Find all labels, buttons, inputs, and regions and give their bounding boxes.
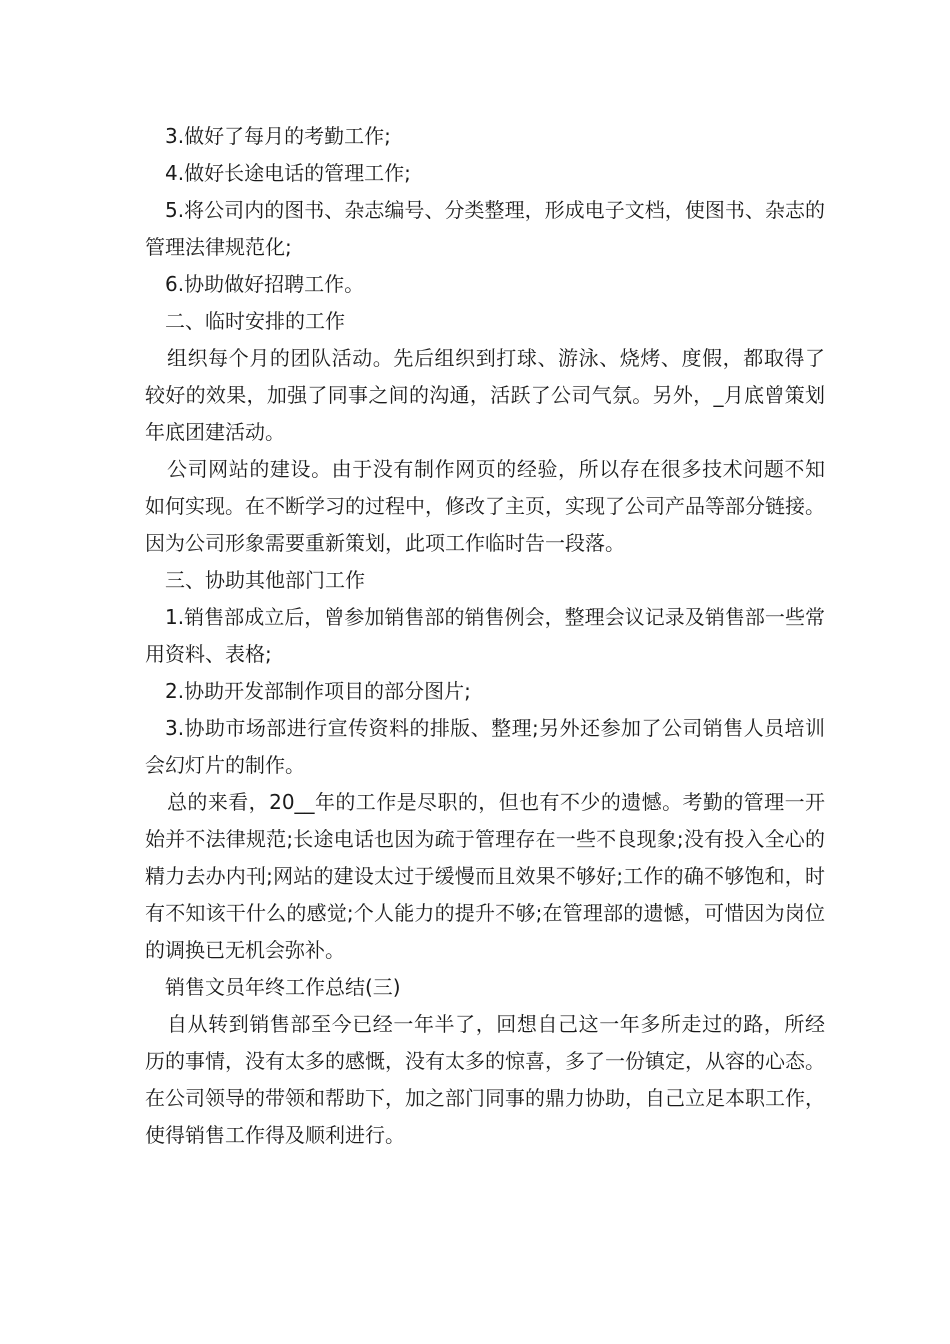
document-body xyxy=(145,118,825,1154)
paragraph-website: 公司网站的建设。由于没有制作网页的经验，所以存在很多技术问题不知如何实现。在不断学习的过程中，修改了主页，实现了公司产品等部分链接。因为公司形象需要重新策划，此项工作临时告一段落。 xyxy=(145,457,825,555)
paragraph-item-5: 5.将公司内的图书、杂志编号、分类整理，形成电子文档，使图书、杂志的管理法律规范化; xyxy=(145,198,825,259)
section-title-summary-3: 销售文员年终工作总结(三) xyxy=(165,975,401,999)
paragraph-item-3: 3.做好了每月的考勤工作; xyxy=(165,124,391,148)
paragraph-assist-1: 1.销售部成立后，曾参加销售部的销售例会，整理会议记录及销售部一些常用资料、表格; xyxy=(145,605,825,666)
paragraph-item-6: 6.协助做好招聘工作。 xyxy=(165,272,365,296)
paragraph-item-4: 4.做好长途电话的管理工作; xyxy=(165,161,411,185)
paragraph-summary: 总的来看，20__年的工作是尽职的，但也有不少的遗憾。考勤的管理一开始并不法律规范;长途电话也因为疏于管理存在一些不良现象;没有投入全心的精力去办内刊;网站的建设太过于缓慢而且效果不够好;工作的确不够饱和，时有不知该干什么的感觉;个人能力的提升不够;在管理部的遗憾，可惜因为岗位的调换已无机会弥补。 xyxy=(145,790,825,962)
section-heading-2: 二、临时安排的工作 xyxy=(165,309,345,333)
paragraph-assist-3: 3.协助市场部进行宣传资料的排版、整理;另外还参加了公司销售人员培训会幻灯片的制作。 xyxy=(145,716,825,777)
paragraph-team-activities: 组织每个月的团队活动。先后组织到打球、游泳、烧烤、度假，都取得了较好的效果，加强了同事之间的沟通，活跃了公司气氛。另外，_月底曾策划年底团建活动。 xyxy=(145,346,825,444)
paragraph-intro: 自从转到销售部至今已经一年半了，回想自己这一年多所走过的路，所经历的事情，没有太多的感慨，没有太多的惊喜，多了一份镇定，从容的心态。在公司领导的带领和帮助下，加之部门同事的鼎力协助，自己立足本职工作，使得销售工作得及顺利进行。 xyxy=(145,1012,825,1147)
paragraph-assist-2: 2.协助开发部制作项目的部分图片; xyxy=(165,679,471,703)
section-heading-3: 三、协助其他部门工作 xyxy=(165,568,365,592)
